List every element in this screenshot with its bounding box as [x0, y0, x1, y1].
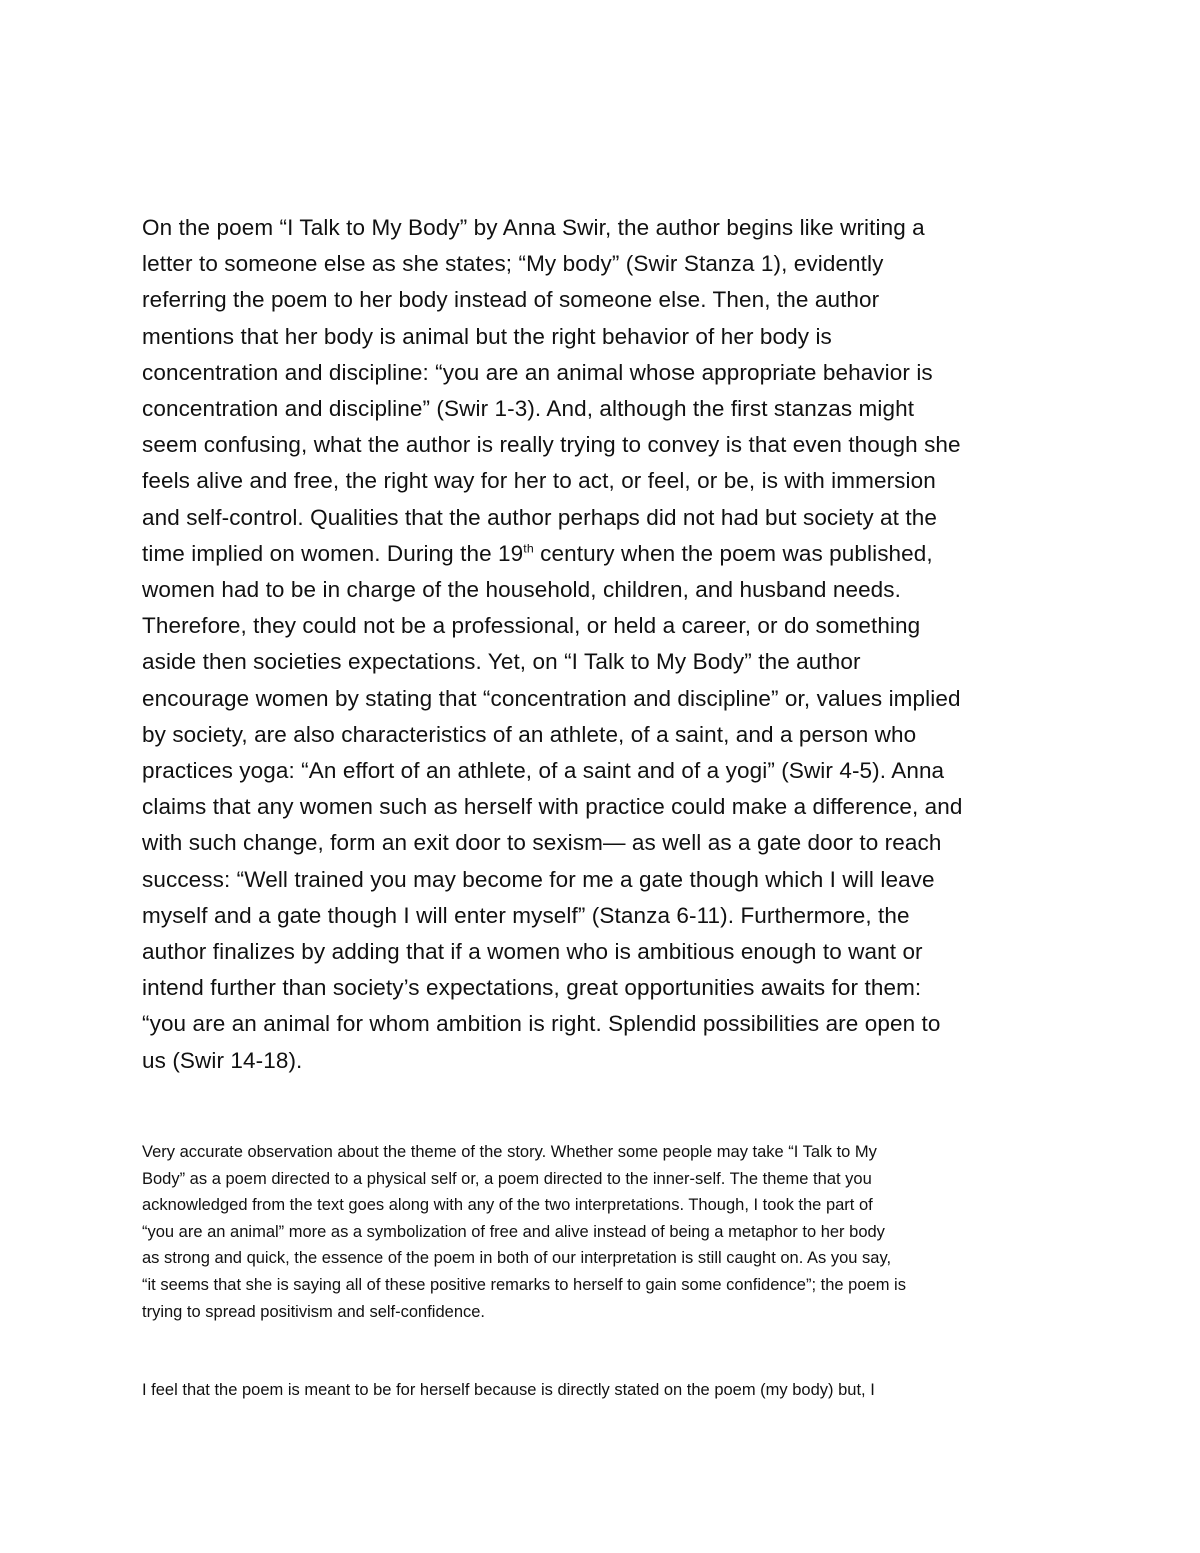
text-line: Very accurate observation about the theme of the story. Whether some people may take “I Talk to My: [142, 1143, 877, 1161]
text-line: aside then societies expectations. Yet, on “I Talk to My Body” the author: [142, 649, 861, 675]
text-line: by society, are also characteristics of an athlete, of a saint, and a person who: [142, 721, 917, 747]
text-line: claims that any women such as herself with practice could make a difference, and: [142, 794, 963, 820]
superscript-th: th: [523, 541, 534, 556]
text-line: I feel that the poem is meant to be for herself because is directly stated on the poem (my body) but, I: [142, 1381, 875, 1399]
text-line: concentration and discipline” (Swir 1-3). And, although the first stanzas might: [142, 396, 915, 422]
text-line: referring the poem to her body instead of someone else. Then, the author: [142, 287, 880, 313]
text-segment: time implied on women. During the 19: [142, 540, 524, 566]
text-line: and self-control. Qualities that the author perhaps did not had but society at the: [142, 504, 937, 530]
text-line: On the poem “I Talk to My Body” by Anna Swir, the author begins like writing a: [142, 215, 925, 240]
text-line: intend further than society’s expectations, great opportunities awaits for them:: [142, 975, 922, 1001]
text-line: success: “Well trained you may become for me a gate though which I will leave: [142, 866, 935, 892]
essay-paragraph: [142, 210, 963, 1079]
final-paragraph: [142, 1377, 875, 1404]
text-line: feels alive and free, the right way for her to act, or feel, or be, is with immersion: [142, 468, 936, 494]
text-line: us (Swir 14-18).: [142, 1047, 303, 1073]
text-line: letter to someone else as she states; “My body” (Swir Stanza 1), evidently: [142, 251, 884, 277]
text-line: practices yoga: “An effort of an athlete, of a saint and of a yogi” (Swir 4-5). Anna: [142, 758, 945, 784]
text-line: Therefore, they could not be a professional, or held a career, or do something: [142, 613, 921, 639]
text-line: mentions that her body is animal but the right behavior of her body is: [142, 323, 832, 349]
text-line: author finalizes by adding that if a women who is ambitious enough to want or: [142, 939, 923, 965]
text-line: “it seems that she is saying all of these positive remarks to herself to gain some confidence”; the poem is: [142, 1275, 906, 1294]
text-line: Body” as a poem directed to a physical self or, a poem directed to the inner-self. The theme that you: [142, 1169, 872, 1188]
text-line: trying to spread positivism and self-confidence.: [142, 1302, 486, 1321]
text-line: “you are an animal” more as a symbolization of free and alive instead of being a metaphor to her body: [142, 1222, 885, 1241]
text-line-century: [142, 536, 963, 572]
text-line: encourage women by stating that “concentration and discipline” or, values implied: [142, 685, 961, 711]
text-line: with such change, form an exit door to sexism— as well as a gate door to reach: [142, 830, 942, 856]
text-line: myself and a gate though I will enter myself” (Stanza 6-11). Furthermore, the: [142, 902, 910, 928]
response-paragraph: [142, 1139, 906, 1325]
text-line: women had to be in charge of the household, children, and husband needs.: [142, 577, 901, 603]
text-line: concentration and discipline: “you are an animal whose appropriate behavior is: [142, 359, 933, 385]
text-line: seem confusing, what the author is really trying to convey is that even though she: [142, 432, 961, 458]
text-segment: century when the poem was published,: [533, 540, 933, 566]
text-line: acknowledged from the text goes along with any of the two interpretations. Though, I took the part of: [142, 1196, 873, 1215]
text-line: “you are an animal for whom ambition is right. Splendid possibilities are open to: [142, 1011, 941, 1037]
text-line: as strong and quick, the essence of the poem in both of our interpretation is still caught on. As you say,: [142, 1249, 892, 1268]
